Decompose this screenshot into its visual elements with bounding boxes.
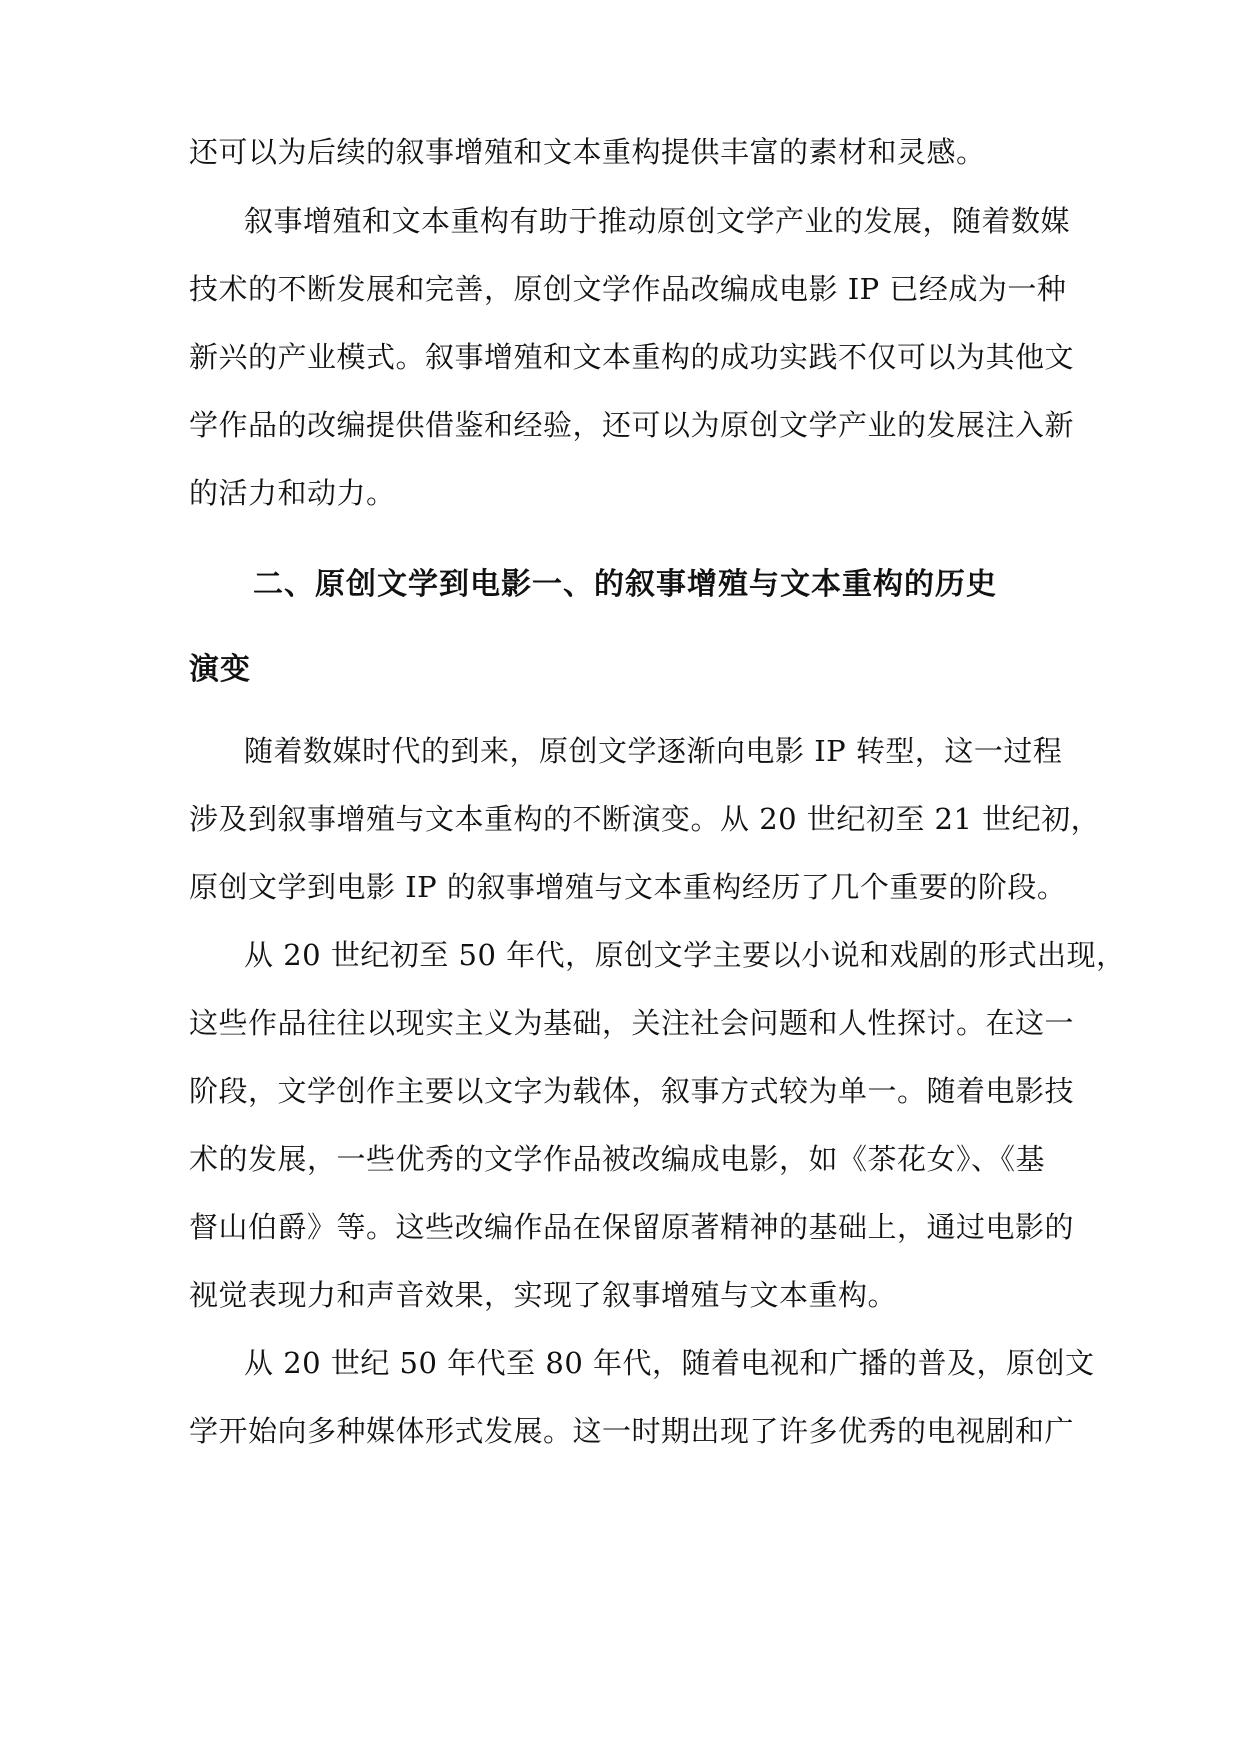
section-heading-line-1: 二、原创文学到电影一、的叙事增殖与文本重构的历史 bbox=[253, 567, 997, 602]
paragraph-4-line-5: 督山伯爵》等。这些改编作品在保留原著精神的基础上，通过电影的 bbox=[189, 1210, 1075, 1244]
paragraph-4-line-6: 视觉表现力和声音效果，实现了叙事增殖与文本重构。 bbox=[189, 1278, 898, 1312]
paragraph-4-line-4: 术的发展，一些优秀的文学作品被改编成电影，如《茶花女》、《基 bbox=[189, 1142, 1046, 1176]
paragraph-3-line-1: 随着数媒时代的到来，原创文学逐渐向电影 IP 转型，这一过程 bbox=[244, 734, 1063, 768]
paragraph-4-line-3: 阶段，文学创作主要以文字为载体，叙事方式较为单一。随着电影技 bbox=[189, 1074, 1075, 1108]
paragraph-2-line-1: 叙事增殖和文本重构有助于推动原创文学产业的发展，随着数媒 bbox=[244, 204, 1071, 238]
paragraph-2-line-2: 技术的不断发展和完善，原创文学作品改编成电影 IP 已经成为一种 bbox=[189, 272, 1067, 306]
section-heading-line-2: 演变 bbox=[189, 652, 251, 687]
paragraph-5-line-2: 学开始向多种媒体形式发展。这一时期出现了许多优秀的电视剧和广 bbox=[189, 1414, 1075, 1448]
paragraph-4-line-1: 从 20 世纪初至 50 年代，原创文学主要以小说和戏剧的形式出现， bbox=[244, 938, 1126, 972]
paragraph-3-line-3: 原创文学到电影 IP 的叙事增殖与文本重构经历了几个重要的阶段。 bbox=[189, 870, 1067, 904]
paragraph-2-line-5: 的活力和动力。 bbox=[189, 476, 396, 510]
paragraph-1-line-1: 还可以为后续的叙事增殖和文本重构提供丰富的素材和灵感。 bbox=[189, 135, 986, 169]
paragraph-2-line-3: 新兴的产业模式。叙事增殖和文本重构的成功实践不仅可以为其他文 bbox=[189, 340, 1075, 374]
paragraph-2-line-4: 学作品的改编提供借鉴和经验，还可以为原创文学产业的发展注入新 bbox=[189, 408, 1075, 442]
paragraph-3-line-2: 涉及到叙事增殖与文本重构的不断演变。从 20 世纪初至 21 世纪初， bbox=[189, 802, 1101, 836]
paragraph-5-line-1: 从 20 世纪 50 年代至 80 年代，随着电视和广播的普及，原创文 bbox=[244, 1346, 1095, 1380]
paragraph-4-line-2: 这些作品往往以现实主义为基础，关注社会问题和人性探讨。在这一 bbox=[189, 1006, 1075, 1040]
